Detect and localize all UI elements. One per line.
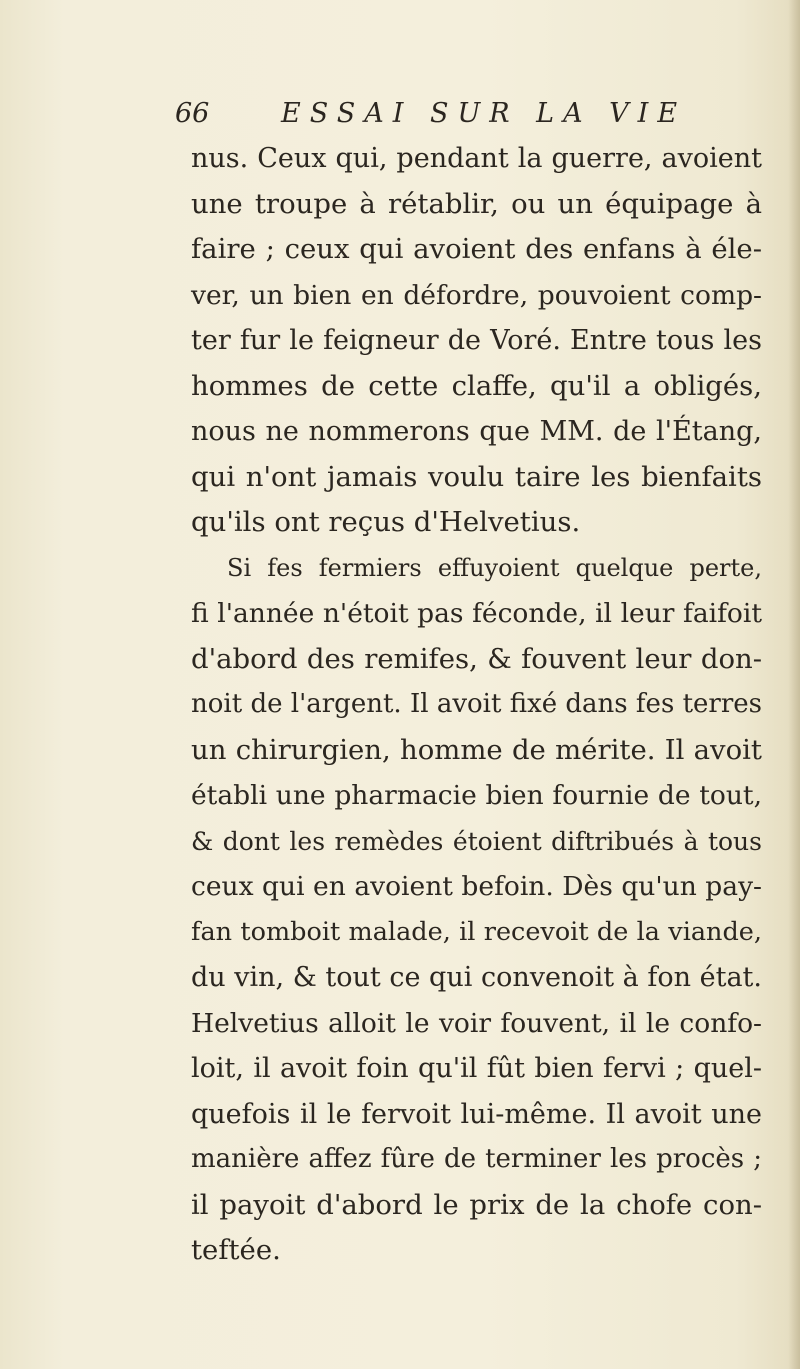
text-line: d'abord des remifes, & fouvent leur don- <box>191 642 762 675</box>
page-number: 66 <box>175 98 210 129</box>
running-title: ESSAI SUR LA VIE <box>281 98 687 129</box>
text-line: nous ne nommerons que MM. de l'Étang, <box>191 416 762 447</box>
text-line: fi l'année n'étoit pas féconde, il leur faifoit <box>191 598 762 629</box>
text-line: & dont les remèdes étoient diftribués à tous <box>191 826 762 856</box>
text-line: quefois il le fervoit lui-même. Il avoit une <box>191 1098 762 1130</box>
paragraph-end-line: qu'ils ont reçus d'Helvetius. <box>191 506 581 538</box>
page-edge-shadow <box>788 0 800 1369</box>
text-line: loit, il avoit foin qu'il fût bien fervi ; quel- <box>191 1053 762 1084</box>
text-line: qui n'ont jamais voulu taire les bienfaits <box>191 460 762 493</box>
body-text <box>191 136 762 1274</box>
text-line: hommes de cette claffe, qu'il a obligés, <box>191 369 762 402</box>
text-line: du vin, & tout ce qui convenoit à fon état. <box>191 962 762 993</box>
text-line: nus. Ceux qui, pendant la guerre, avoient <box>191 143 762 174</box>
text-line: il payoit d'abord le prix de la chofe con- <box>191 1188 762 1221</box>
text-line: un chirurgien, homme de mérite. Il avoit <box>191 733 762 766</box>
text-line: faire ; ceux qui avoient des enfans à éle- <box>191 233 762 265</box>
text-line: ter fur le feigneur de Voré. Entre tous les <box>191 325 762 356</box>
text-line: une troupe à rétablir, ou un équipage à <box>191 187 762 220</box>
text-line: Helvetius alloit le voir fouvent, il le confo- <box>191 1007 762 1039</box>
text-line: établi une pharmacie bien fournie de tout, <box>191 780 762 811</box>
paragraph-end-line: teftée. <box>191 1234 281 1266</box>
text-line: ceux qui en avoient befoin. Dès qu'un pay- <box>191 871 762 902</box>
running-header <box>175 98 735 138</box>
text-line: manière affez fûre de terminer les procès ; <box>191 1144 762 1174</box>
text-line: ver, un bien en défordre, pouvoient comp- <box>191 279 762 311</box>
paragraph-start-line: Si fes fermiers effuyoient quelque perte, <box>227 553 762 582</box>
text-line: fan tomboit malade, il recevoit de la viande, <box>191 916 762 947</box>
text-line: noit de l'argent. Il avoit fixé dans fes terres <box>191 689 762 719</box>
